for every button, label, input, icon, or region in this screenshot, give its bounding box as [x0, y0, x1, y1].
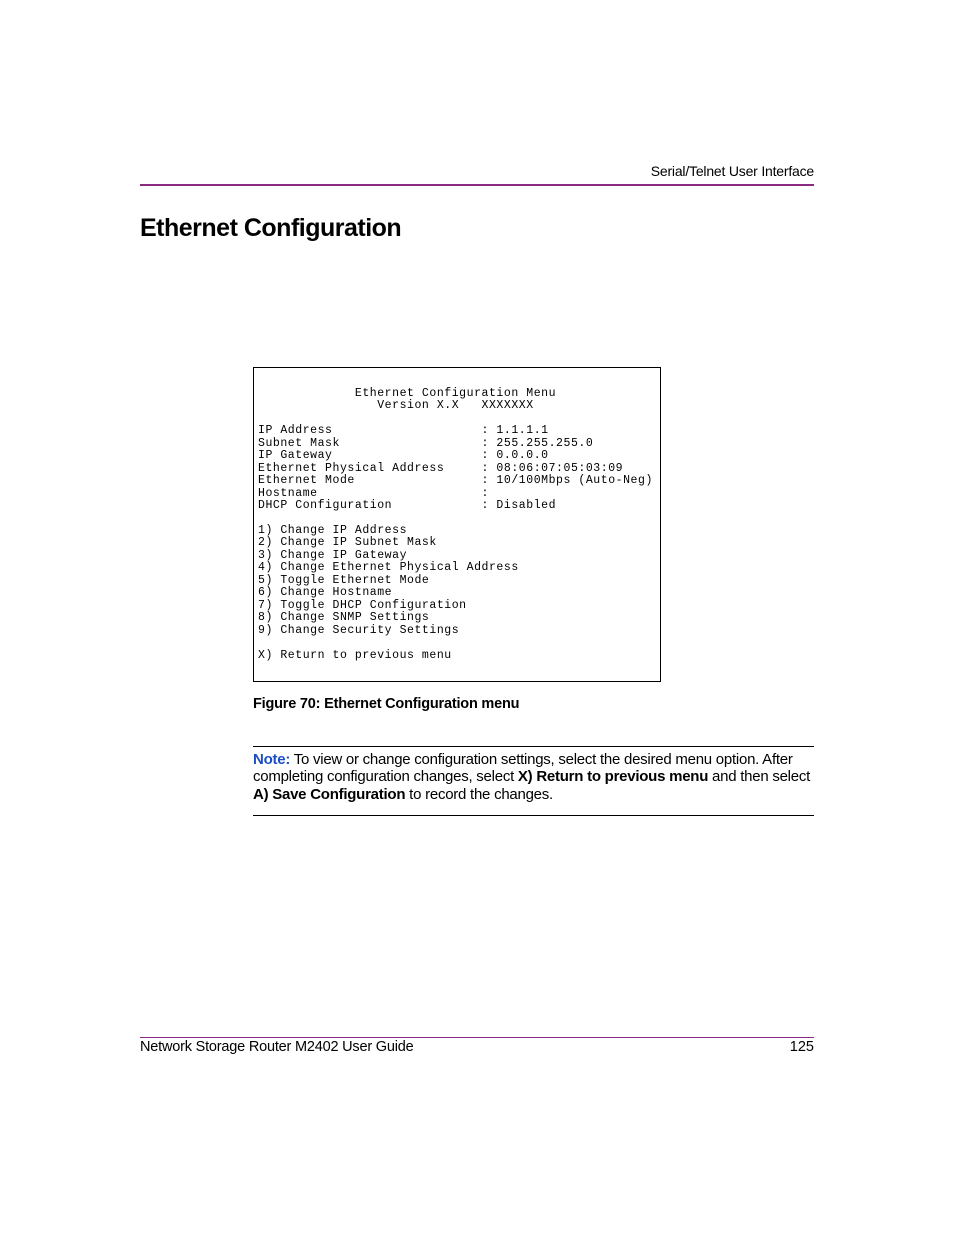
footer-rule	[140, 1037, 814, 1038]
terminal-line: 1) Change IP Address	[258, 523, 408, 537]
terminal-line: DHCP Configuration : Disabled	[258, 499, 557, 513]
note-emphasis-save: A) Save Configuration	[253, 785, 406, 803]
note-block	[253, 751, 818, 803]
running-header: Serial/Telnet User Interface	[650, 163, 814, 179]
figure-caption: Figure 70: Ethernet Configuration menu	[253, 696, 520, 712]
terminal-line: 9) Change Security Settings	[258, 623, 460, 637]
terminal-line: 2) Change IP Subnet Mask	[258, 536, 437, 550]
terminal-line: 6) Change Hostname	[258, 586, 393, 600]
note-bottom-rule	[253, 815, 814, 816]
terminal-line: Hostname :	[258, 486, 489, 500]
terminal-line: IP Gateway : 0.0.0.0	[258, 449, 549, 463]
terminal-line: 8) Change SNMP Settings	[258, 611, 430, 625]
note-label: Note:	[253, 751, 291, 768]
terminal-line: 5) Toggle Ethernet Mode	[258, 573, 430, 587]
footer-page-number: 125	[789, 1039, 814, 1055]
terminal-line: Version X.X XXXXXXX	[258, 399, 534, 413]
note-emphasis-return: X) Return to previous menu	[517, 768, 709, 786]
terminal-text	[254, 368, 660, 662]
header-rule	[140, 184, 814, 186]
terminal-line: Ethernet Physical Address : 08:06:07:05:03:09	[258, 461, 624, 475]
note-text-3: to record the changes.	[405, 785, 553, 803]
terminal-line: X) Return to previous menu	[258, 648, 452, 662]
terminal-line: IP Address : 1.1.1.1	[258, 424, 549, 438]
terminal-line: 3) Change IP Gateway	[258, 548, 408, 562]
terminal-screen	[253, 367, 661, 682]
note-text-2: and then select	[708, 768, 811, 786]
terminal-line: 4) Change Ethernet Physical Address	[258, 561, 519, 575]
terminal-line: Subnet Mask : 255.255.255.0	[258, 436, 594, 450]
terminal-line: Ethernet Configuration Menu	[258, 387, 557, 400]
terminal-line: Ethernet Mode : 10/100Mbps (Auto-Neg)	[258, 474, 653, 488]
note-text-1: To view or change configuration settings, select the desired menu option. After completing configuration changes, select	[253, 751, 793, 786]
section-title: Ethernet Configuration	[140, 214, 402, 242]
footer-guide-title: Network Storage Router M2402 User Guide	[140, 1039, 414, 1055]
note-top-rule	[253, 746, 814, 747]
terminal-line: 7) Toggle DHCP Configuration	[258, 598, 467, 612]
